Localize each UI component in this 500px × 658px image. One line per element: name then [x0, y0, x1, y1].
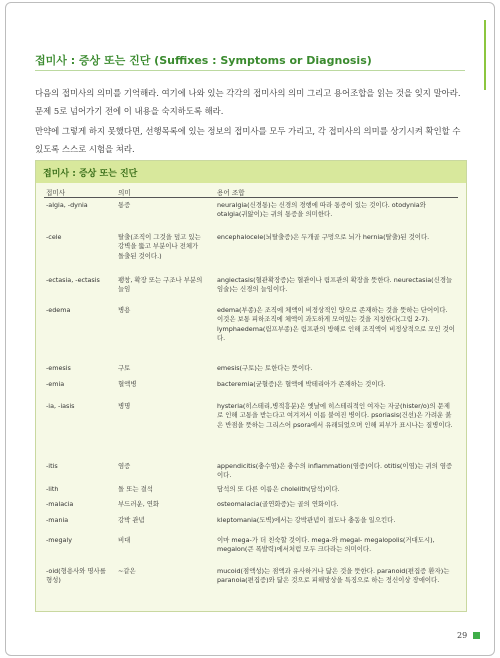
row-example: emesis(구토)는 토한다는 뜻이다.	[217, 364, 313, 372]
suffix-table-box	[35, 160, 467, 612]
section-title: 접미사 : 증상 또는 진단 (Suffixes : Symptoms or Diagnosis)	[35, 54, 372, 67]
row-suffix: -ia, -iasis	[46, 402, 75, 410]
row-suffix: -emesis	[46, 364, 71, 372]
row-example: appendicitis(충수염)은 충수의 inflammation(염증)이다. otitis(이염)는 귀의 염증이다.	[217, 462, 453, 480]
row-suffix: -malacia	[46, 500, 74, 508]
row-suffix: -algia, -dynia	[46, 201, 88, 209]
row-example: edema(부종)은 조직에 체액이 비정상적인 양으로 존재하는 것을 뜻하는 단어이다. 이것은 보통 피하조직에 체액이 과도하게 모여있는 것을 지칭한다(그림 2-7). lymphaedema(림프부종)은 림프관의 방해로 인해 조직액이 비정상적으로 모인 것이다.	[217, 306, 455, 342]
row-example: hysteria(히스테리,병적흥분)은 옛날에 히스테리적인 여자는 자궁(hister/o)의 문제로 인해 고통을 받는다고 여겨져서 이름 붙여진 병이다. psoriasis(건선)은 가려운 붉은 반점을 뜻하는 그리스어 psora에서 유래되었으며 인해 피부가 표시나는 질병이다.	[217, 402, 453, 429]
row-example: 이마 mega-가 더 친숙할 것이다. mega-와 megal- megalopolis(거대도시), megalon(큰 폭발력)에서처럼 모두 크다라는 의미이다.	[217, 536, 435, 554]
row-meaning: ~같은	[118, 567, 136, 575]
row-meaning: 염증	[118, 462, 131, 470]
column-header-meaning: 의미	[118, 189, 131, 197]
row-suffix: -mania	[46, 516, 69, 524]
row-example: 담석의 또 다른 이름은 cholelith(담석)이다.	[217, 485, 340, 493]
row-example: bacteremia(균혈증)은 혈액에 박테리아가 존재하는 것이다.	[217, 380, 386, 388]
column-header-example: 용어 조합	[217, 189, 245, 197]
row-meaning: 부드러운, 연화	[118, 500, 160, 508]
row-example: osteomalacia(골연화증)는 골의 연화이다.	[217, 500, 339, 508]
row-meaning: 혈액병	[118, 380, 137, 388]
row-meaning: 병명	[118, 402, 131, 410]
intro-paragraph-1: 다음의 접미사의 의미를 기억해라. 여기에 나와 있는 각각의 접미사의 의미 그리고 용어조합을 읽는 것을 잊지 말아라. 문제 5로 넘어가기 전에 이 내용을 숙지하도록 해라.	[35, 88, 461, 116]
row-suffix: -ectasia, -ectasis	[46, 276, 100, 284]
intro-paragraph-2: 만약에 그렇게 하지 못했다면, 선행목록에 있는 정보의 접미사를 모두 가리고, 각 접미사의 의미를 상기시켜 확인할 수 있도록 스스로 시험을 쳐라.	[35, 126, 461, 154]
row-meaning: 병용	[118, 306, 131, 314]
green-edge-rule	[484, 20, 486, 90]
row-suffix: -oid(형용사와 명사를 형성)	[46, 567, 106, 585]
row-example: kleptomania(도벽)에서는 강박관념이 절도나 충동을 일으킨다.	[217, 516, 396, 524]
table-title: 접미사 : 증상 또는 진단	[43, 169, 138, 179]
row-example: angiectasis(혈관확장증)는 혈관이나 림프관의 확장을 뜻한다. neurectasia(신경늘임술)는 신경의 늘임이다.	[217, 276, 453, 294]
row-meaning: 비대	[118, 536, 131, 544]
column-header-suffix: 접미사	[46, 189, 66, 197]
row-suffix: -itis	[46, 462, 58, 470]
row-example: neuralgia(신경통)는 신경의 경행에 따라 통증이 있는 것이다. otodynia와 otalgia(귀앓이)는 귀의 통증을 의미한다.	[217, 201, 426, 219]
row-meaning: 돌 또는 결석	[118, 485, 153, 493]
row-suffix: -lith	[46, 485, 59, 493]
row-meaning: 구토	[118, 364, 131, 372]
row-suffix: -cele	[46, 233, 62, 241]
row-example: mucoid(점액성)는 점액과 유사하거나 닮은 것을 뜻한다. paranoid(편집증 환자)는 paranoia(편집증)와 닮은 것으로 피해망상을 특징으로 하는 정신이상 장애이다.	[217, 567, 450, 585]
row-suffix: -emia	[46, 380, 65, 388]
page-number-marker	[473, 632, 480, 639]
header-divider	[44, 197, 458, 198]
row-meaning: 탈출(조직이 그것을 덮고 있는 강벽을 뚫고 부분이나 전체가 돌출된 것이다.)	[118, 233, 201, 260]
row-example: encephalocele(뇌탈출증)은 두개골 구멍으로 뇌가 hernia(탈출)된 것이다.	[217, 233, 430, 241]
title-divider	[35, 70, 465, 71]
intro-text	[35, 84, 467, 160]
row-meaning: 통증	[118, 201, 131, 209]
row-suffix: -edema	[46, 306, 71, 314]
row-meaning: 팽창, 확장 또는 구조나 부분의 늘임	[118, 276, 203, 294]
page-number: 29	[457, 631, 468, 640]
row-meaning: 강박 관념	[118, 516, 145, 524]
row-suffix: -megaly	[46, 536, 72, 544]
